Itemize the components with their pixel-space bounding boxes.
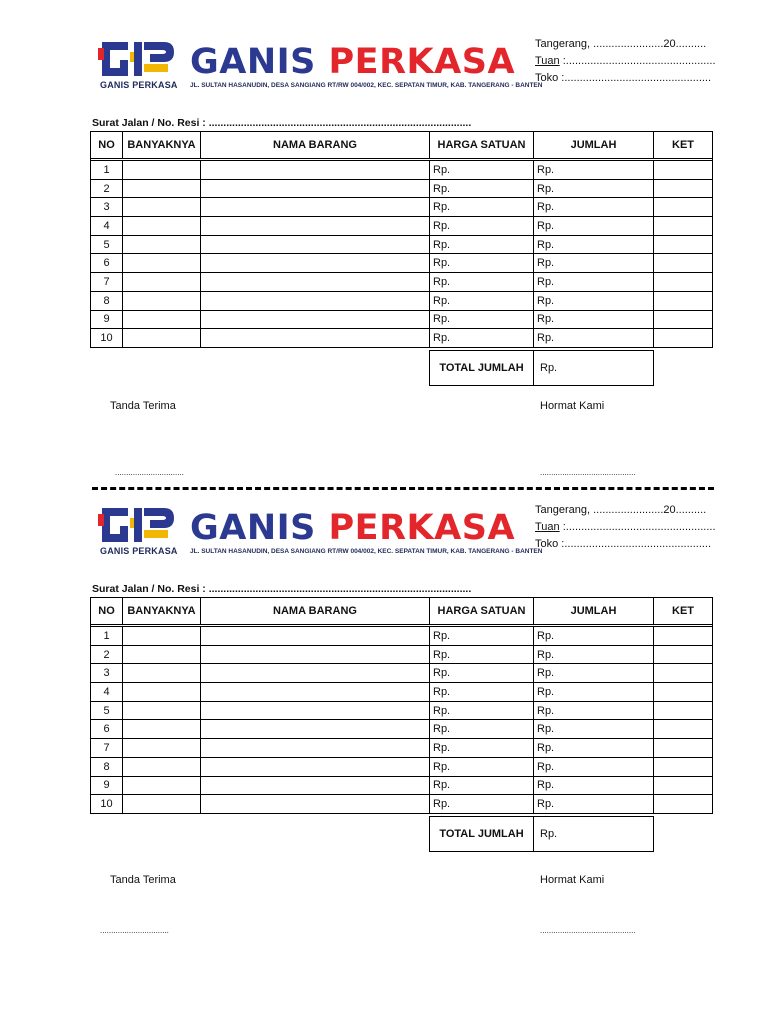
row-no: 2: [91, 179, 123, 198]
row-name: [201, 739, 430, 758]
receiver-sign-line: ...............................: [100, 926, 169, 935]
tuan-line: [535, 519, 716, 536]
date-line: Tangerang, .......................20..........: [535, 504, 707, 516]
table-header: [91, 598, 713, 625]
row-ket: [654, 254, 713, 273]
tuan-dots: :.................................................: [559, 55, 716, 67]
row-sum: Rp.: [534, 627, 654, 646]
row-no: 5: [91, 701, 123, 720]
row-name: [201, 273, 430, 292]
recipient-info: [535, 36, 716, 87]
date-line: Tangerang, .......................20..........: [535, 38, 707, 50]
row-name: [201, 254, 430, 273]
row-ket: [654, 645, 713, 664]
row-ket: [654, 310, 713, 329]
row-no: 7: [91, 273, 123, 292]
row-no: 2: [91, 645, 123, 664]
row-ket: [654, 235, 713, 254]
row-price: Rp.: [430, 664, 534, 683]
row-qty: [123, 179, 201, 198]
table-row: [91, 664, 713, 683]
recipient-info: [535, 502, 716, 553]
row-sum: Rp.: [534, 645, 654, 664]
table-row: [91, 757, 713, 776]
company-address: JL. SULTAN HASANUDIN, DESA SANGIANG RT/RW 004/002, KEC. SEPATAN TIMUR, KAB. TANGERANG - BANTEN: [190, 82, 543, 89]
tuan-line: [535, 53, 716, 70]
total-value: Rp.: [534, 351, 654, 386]
table-row: [91, 701, 713, 720]
row-sum: Rp.: [534, 683, 654, 702]
row-no: 9: [91, 310, 123, 329]
row-no: 5: [91, 235, 123, 254]
row-name: [201, 310, 430, 329]
logo-caption: GANIS PERKASA: [100, 80, 178, 90]
row-qty: [123, 217, 201, 236]
row-price: Rp.: [430, 329, 534, 348]
logo-caption: GANIS PERKASA: [100, 546, 178, 556]
row-qty: [123, 776, 201, 795]
receiver-sign-label: Tanda Terima: [110, 874, 176, 886]
row-qty: [123, 757, 201, 776]
row-name: [201, 627, 430, 646]
table-row: [91, 795, 713, 814]
row-price: Rp.: [430, 701, 534, 720]
row-qty: [123, 720, 201, 739]
row-ket: [654, 720, 713, 739]
table-row: [91, 198, 713, 217]
row-price: Rp.: [430, 795, 534, 814]
sender-sign-label: Hormat Kami: [540, 400, 605, 412]
table-row: [91, 683, 713, 702]
table-row: [91, 329, 713, 348]
row-name: [201, 291, 430, 310]
row-ket: [654, 198, 713, 217]
row-no: 10: [91, 329, 123, 348]
table-row: [91, 161, 713, 180]
sender-sign-line: ...........................................: [540, 926, 636, 935]
row-ket: [654, 273, 713, 292]
row-no: 7: [91, 739, 123, 758]
table-row: [91, 310, 713, 329]
row-no: 10: [91, 795, 123, 814]
row-sum: Rp.: [534, 701, 654, 720]
col-price: HARGA SATUAN: [430, 132, 534, 159]
row-no: 3: [91, 198, 123, 217]
row-qty: [123, 235, 201, 254]
row-ket: [654, 739, 713, 758]
row-name: [201, 161, 430, 180]
company-name-part2: PERKASA: [328, 42, 516, 82]
row-sum: Rp.: [534, 310, 654, 329]
row-ket: [654, 776, 713, 795]
row-price: Rp.: [430, 254, 534, 273]
tuan-dots: :.................................................: [559, 521, 716, 533]
row-qty: [123, 701, 201, 720]
row-name: [201, 701, 430, 720]
row-no: 6: [91, 254, 123, 273]
sender-sign-line: ...........................................: [540, 468, 636, 477]
row-name: [201, 664, 430, 683]
row-no: 9: [91, 776, 123, 795]
row-qty: [123, 310, 201, 329]
row-name: [201, 795, 430, 814]
row-ket: [654, 161, 713, 180]
row-sum: Rp.: [534, 235, 654, 254]
row-sum: Rp.: [534, 161, 654, 180]
company-address: JL. SULTAN HASANUDIN, DESA SANGIANG RT/RW 004/002, KEC. SEPATAN TIMUR, KAB. TANGERANG - BANTEN: [190, 548, 543, 555]
row-name: [201, 683, 430, 702]
row-qty: [123, 645, 201, 664]
table-row: [91, 776, 713, 795]
row-ket: [654, 795, 713, 814]
row-price: Rp.: [430, 198, 534, 217]
col-qty: BANYAKNYA: [123, 132, 201, 159]
table-row: [91, 273, 713, 292]
row-sum: Rp.: [534, 254, 654, 273]
row-sum: Rp.: [534, 664, 654, 683]
company-name-part1: GANIS: [190, 42, 316, 82]
items-table: [90, 597, 713, 814]
row-ket: [654, 701, 713, 720]
total-value: Rp.: [534, 817, 654, 852]
cut-line: [92, 487, 714, 490]
resi-line: Surat Jalan / No. Resi : ..........................................................................................: [92, 583, 472, 595]
row-name: [201, 776, 430, 795]
row-price: Rp.: [430, 683, 534, 702]
items-table: [90, 131, 713, 348]
row-sum: Rp.: [534, 198, 654, 217]
receiver-sign-label: Tanda Terima: [110, 400, 176, 412]
toko-line: Toko :................................................: [535, 72, 712, 84]
row-sum: Rp.: [534, 720, 654, 739]
row-qty: [123, 739, 201, 758]
row-price: Rp.: [430, 739, 534, 758]
row-qty: [123, 161, 201, 180]
company-name: [190, 42, 515, 82]
row-qty: [123, 795, 201, 814]
row-ket: [654, 627, 713, 646]
table-row: [91, 254, 713, 273]
row-no: 8: [91, 757, 123, 776]
row-ket: [654, 664, 713, 683]
col-no: NO: [91, 132, 123, 159]
row-name: [201, 179, 430, 198]
row-price: Rp.: [430, 310, 534, 329]
receiver-sign-line: ...............................: [115, 468, 184, 477]
row-price: Rp.: [430, 776, 534, 795]
row-qty: [123, 198, 201, 217]
col-name: NAMA BARANG: [201, 598, 430, 625]
row-name: [201, 757, 430, 776]
total-label: TOTAL JUMLAH: [430, 351, 534, 386]
company-name-part1: GANIS: [190, 508, 316, 548]
tuan-label: Tuan: [535, 55, 560, 67]
row-qty: [123, 329, 201, 348]
col-ket: KET: [654, 598, 713, 625]
col-sum: JUMLAH: [534, 598, 654, 625]
col-name: NAMA BARANG: [201, 132, 430, 159]
row-qty: [123, 291, 201, 310]
row-sum: Rp.: [534, 757, 654, 776]
row-no: 8: [91, 291, 123, 310]
row-sum: Rp.: [534, 739, 654, 758]
row-qty: [123, 627, 201, 646]
row-sum: Rp.: [534, 329, 654, 348]
company-name: [190, 508, 515, 548]
table-row: [91, 179, 713, 198]
row-no: 4: [91, 683, 123, 702]
row-qty: [123, 683, 201, 702]
table-row: [91, 627, 713, 646]
col-no: NO: [91, 598, 123, 625]
row-price: Rp.: [430, 235, 534, 254]
company-name-part2: PERKASA: [328, 508, 516, 548]
table-row: [91, 645, 713, 664]
row-name: [201, 329, 430, 348]
row-price: Rp.: [430, 720, 534, 739]
row-price: Rp.: [430, 179, 534, 198]
row-sum: Rp.: [534, 179, 654, 198]
row-ket: [654, 683, 713, 702]
row-price: Rp.: [430, 273, 534, 292]
total-box: [429, 350, 654, 386]
col-ket: KET: [654, 132, 713, 159]
row-sum: Rp.: [534, 291, 654, 310]
row-price: Rp.: [430, 217, 534, 236]
row-name: [201, 217, 430, 236]
row-no: 1: [91, 627, 123, 646]
sender-sign-label: Hormat Kami: [540, 874, 605, 886]
row-sum: Rp.: [534, 273, 654, 292]
tuan-label: Tuan: [535, 521, 560, 533]
row-price: Rp.: [430, 291, 534, 310]
table-row: [91, 739, 713, 758]
row-name: [201, 198, 430, 217]
row-ket: [654, 217, 713, 236]
total-label: TOTAL JUMLAH: [430, 817, 534, 852]
row-price: Rp.: [430, 757, 534, 776]
row-sum: Rp.: [534, 795, 654, 814]
col-price: HARGA SATUAN: [430, 598, 534, 625]
row-sum: Rp.: [534, 776, 654, 795]
row-price: Rp.: [430, 161, 534, 180]
total-box: [429, 816, 654, 852]
row-price: Rp.: [430, 645, 534, 664]
row-no: 6: [91, 720, 123, 739]
row-qty: [123, 664, 201, 683]
row-price: Rp.: [430, 627, 534, 646]
row-qty: [123, 254, 201, 273]
row-name: [201, 720, 430, 739]
table-row: [91, 720, 713, 739]
col-sum: JUMLAH: [534, 132, 654, 159]
row-ket: [654, 329, 713, 348]
row-no: 3: [91, 664, 123, 683]
table-header: [91, 132, 713, 159]
row-ket: [654, 757, 713, 776]
table-row: [91, 217, 713, 236]
row-ket: [654, 291, 713, 310]
row-no: 1: [91, 161, 123, 180]
row-sum: Rp.: [534, 217, 654, 236]
col-qty: BANYAKNYA: [123, 598, 201, 625]
table-row: [91, 235, 713, 254]
toko-line: Toko :................................................: [535, 538, 712, 550]
resi-line: Surat Jalan / No. Resi : ..........................................................................................: [92, 117, 472, 129]
row-name: [201, 235, 430, 254]
table-row: [91, 291, 713, 310]
row-name: [201, 645, 430, 664]
row-no: 4: [91, 217, 123, 236]
row-qty: [123, 273, 201, 292]
row-ket: [654, 179, 713, 198]
